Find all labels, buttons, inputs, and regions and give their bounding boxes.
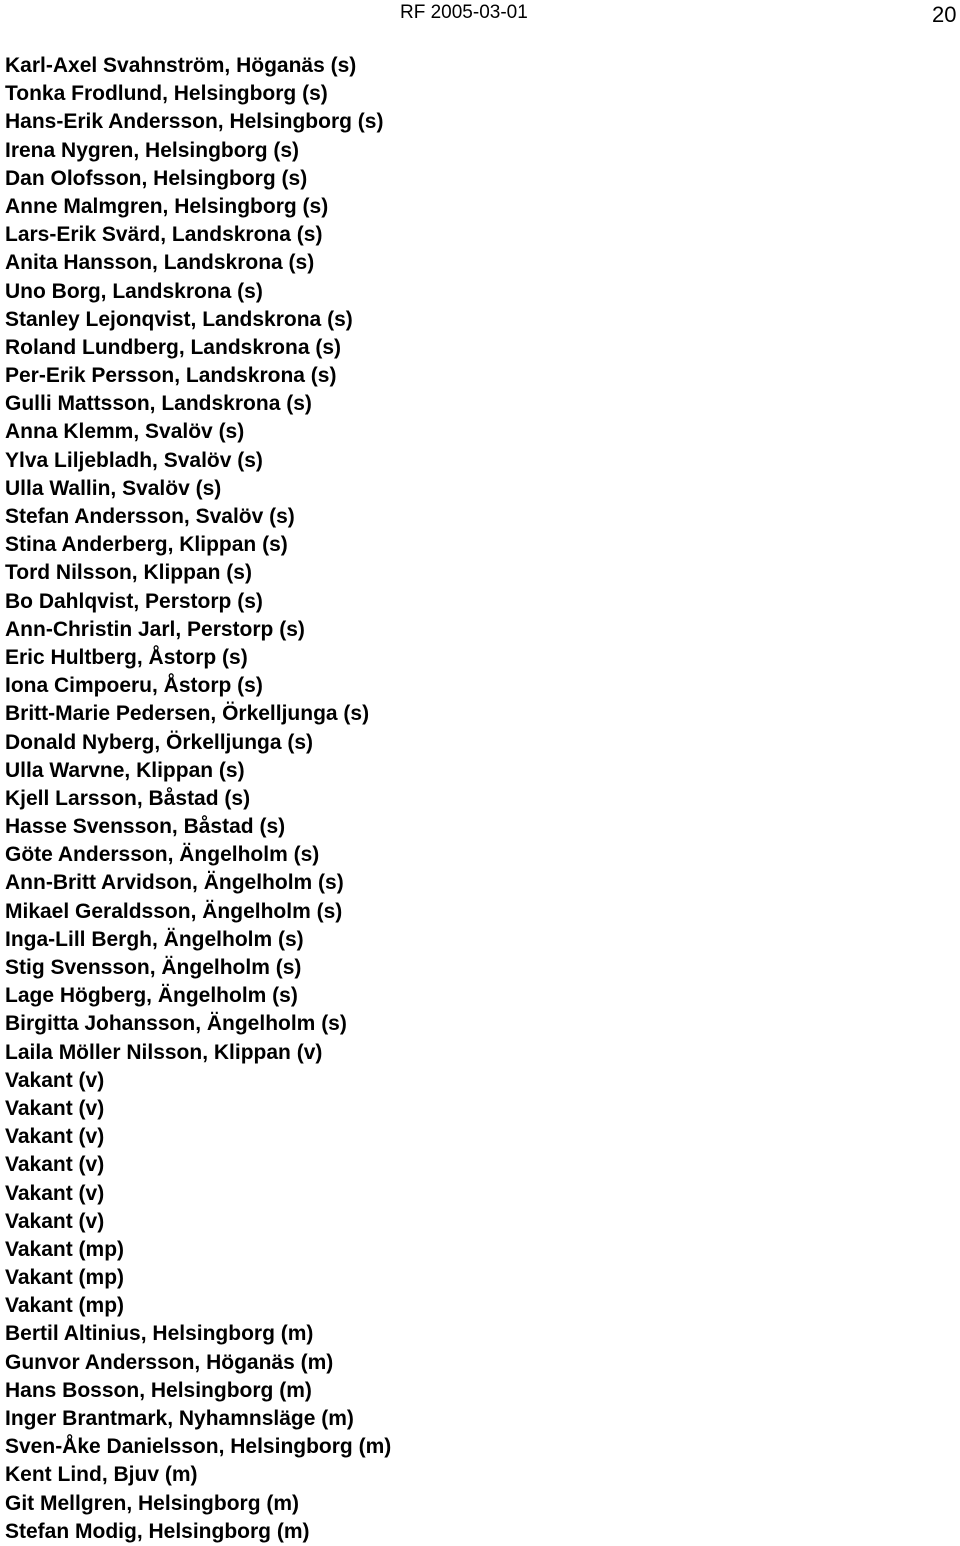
member-list [5,52,391,1546]
list-item: Lage Högberg, Ängelholm (s) [5,984,298,1008]
list-item: Iona Cimpoeru, Åstorp (s) [5,674,263,698]
list-item: Gulli Mattsson, Landskrona (s) [5,392,312,416]
list-item: Per-Erik Persson, Landskrona (s) [5,364,337,388]
list-item: Vakant (mp) [5,1237,125,1261]
list-item: Mikael Geraldsson, Ängelholm (s) [5,899,343,923]
list-item: Vakant (v) [5,1125,105,1149]
list-item: Ylva Liljebladh, Svalöv (s) [5,448,263,472]
list-item: Tonka Frodlund, Helsingborg (s) [5,82,328,106]
list-item: Vakant (v) [5,1096,105,1120]
list-item: Kent Lind, Bjuv (m) [5,1463,198,1487]
list-item: Anna Klemm, Svalöv (s) [5,420,245,444]
list-item: Anne Malmgren, Helsingborg (s) [5,194,329,218]
list-item: Vakant (mp) [5,1294,125,1318]
list-item: Vakant (v) [5,1068,105,1092]
list-item: Ann-Christin Jarl, Perstorp (s) [5,617,305,641]
list-item: Laila Möller Nilsson, Klippan (v) [5,1040,323,1064]
list-item: Bertil Altinius, Helsingborg (m) [5,1322,314,1346]
list-item: Eric Hultberg, Åstorp (s) [5,645,248,669]
list-item: Vakant (mp) [5,1266,125,1290]
list-item: Roland Lundberg, Landskrona (s) [5,335,342,359]
list-item: Vakant (v) [5,1209,105,1233]
list-item: Dan Olofsson, Helsingborg (s) [5,166,308,190]
list-item: Inger Brantmark, Nyhamnsläge (m) [5,1407,354,1430]
list-item: Stina Anderberg, Klippan (s) [5,533,288,557]
list-item: Birgitta Johansson, Ängelholm (s) [5,1012,347,1036]
list-item: Stanley Lejonqvist, Landskrona (s) [5,307,353,331]
list-item: Kjell Larsson, Båstad (s) [5,786,251,810]
list-item: Ulla Wallin, Svalöv (s) [5,476,222,500]
list-item: Tord Nilsson, Klippan (s) [5,561,252,585]
list-item: Vakant (v) [5,1181,105,1205]
list-item: Gunvor Andersson, Höganäs (m) [5,1350,334,1374]
list-item: Lars-Erik Svärd, Landskrona (s) [5,223,323,247]
list-item: Britt-Marie Pedersen, Örkelljunga (s) [5,702,370,726]
header-date: RF 2005-03-01 [400,2,528,23]
list-item: Stig Svensson, Ängelholm (s) [5,956,302,979]
list-item: Karl-Axel Svahnström, Höganäs (s) [5,54,357,77]
list-item: Git Mellgren, Helsingborg (m) [5,1491,300,1515]
list-item: Vakant (v) [5,1153,105,1177]
list-item: Stefan Modig, Helsingborg (m) [5,1519,310,1543]
page-number: 20 [932,2,957,27]
list-item: Hans-Erik Andersson, Helsingborg (s) [5,110,384,134]
list-item: Ann-Britt Arvidson, Ängelholm (s) [5,871,344,895]
list-item: Donald Nyberg, Örkelljunga (s) [5,730,314,754]
list-item: Göte Andersson, Ängelholm (s) [5,843,320,867]
list-item: Stefan Andersson, Svalöv (s) [5,505,295,528]
list-item: Hans Bosson, Helsingborg (m) [5,1378,312,1402]
list-item: Bo Dahlqvist, Perstorp (s) [5,589,263,613]
list-item: Irena Nygren, Helsingborg (s) [5,138,300,162]
list-item: Uno Borg, Landskrona (s) [5,279,263,303]
list-item: Sven-Åke Danielsson, Helsingborg (m) [5,1435,392,1459]
list-item: Hasse Svensson, Båstad (s) [5,815,286,839]
list-item: Ulla Warvne, Klippan (s) [5,758,245,782]
list-item: Inga-Lill Bergh, Ängelholm (s) [5,927,304,951]
list-item: Anita Hansson, Landskrona (s) [5,251,315,275]
